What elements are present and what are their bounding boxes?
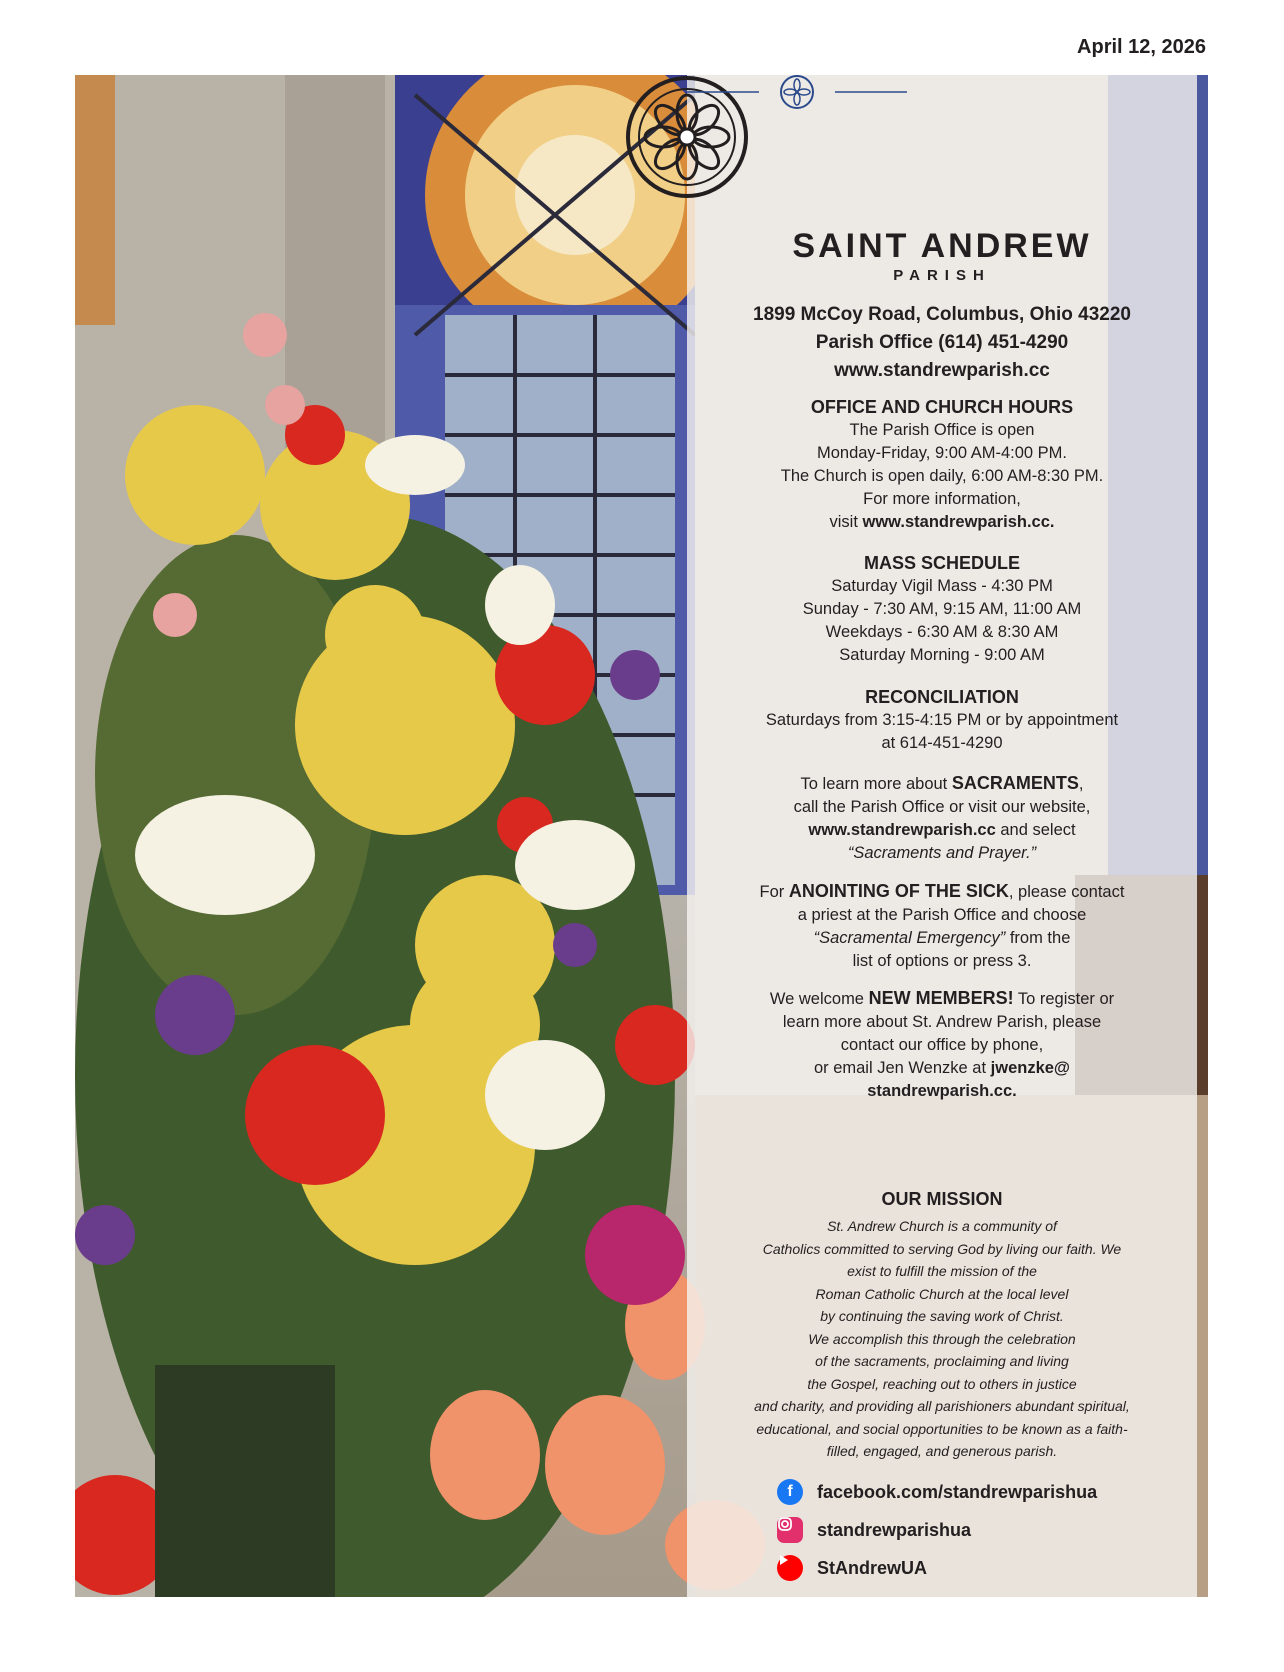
- sacraments-website-link[interactable]: www.standrewparish.cc: [808, 821, 996, 839]
- mass-time: Sunday - 7:30 AM, 9:15 AM, 11:00 AM: [802, 600, 1082, 618]
- reconciliation-section: [687, 685, 1197, 755]
- issue-date: April 12, 2026: [1077, 36, 1206, 58]
- sacraments-keyword: SACRAMENTS: [951, 773, 1079, 793]
- reconciliation-heading: RECONCILIATION: [865, 687, 1019, 707]
- facebook-link[interactable]: f facebook.com/standrewparishua: [777, 1478, 1097, 1506]
- instagram-link[interactable]: standrewparishua: [777, 1516, 971, 1544]
- office-hours-line: Monday-Friday, 9:00 AM-4:00 PM.: [816, 444, 1068, 462]
- mass-schedule-heading: MASS SCHEDULE: [863, 553, 1020, 573]
- parish-name: SAINT ANDREW: [792, 227, 1092, 265]
- office-hours-heading: OFFICE AND CHURCH HOURS: [810, 397, 1074, 417]
- mission-section: [707, 1187, 1177, 1463]
- office-hours-visit: visit www.standrewparish.cc.: [829, 513, 1055, 531]
- mission-heading: OUR MISSION: [881, 1189, 1003, 1209]
- office-website-link[interactable]: www.standrewparish.cc.: [862, 513, 1055, 531]
- contact-email-domain[interactable]: standrewparish.cc.: [867, 1082, 1017, 1100]
- office-phone: Parish Office (614) 451-4290: [815, 332, 1069, 353]
- contact-email-link[interactable]: jwenzke@: [990, 1059, 1071, 1077]
- anointing-keyword: ANOINTING OF THE SICK: [788, 881, 1009, 901]
- info-content: [687, 75, 1197, 1597]
- sacraments-section: To learn more about SACRAMENTS, call the Parish Office or visit our website, www.standrewparish.cc and select “Sacraments and Prayer.”: [793, 773, 1091, 862]
- sacraments-menu-option: “Sacraments and Prayer.”: [847, 844, 1037, 862]
- office-hours-section: [687, 395, 1197, 534]
- instagram-icon: [777, 1517, 803, 1543]
- address: 1899 McCoy Road, Columbus, Ohio 43220: [753, 304, 1131, 325]
- mission-text: St. Andrew Church is a community of Catholics committed to serving God by living our faith. We exist to fulfill the mission of the Roman Catholic Church at the local level by continuing the saving work of Christ. We accomplish this through the celebration of the sacraments, proclaiming and living the Gospel, reaching out to others in justice and charity, and providing all parishioners abundant spiritual, educational, and social opportunities to be known as a faith- filled, engaged, and generous parish.: [754, 1218, 1130, 1459]
- mass-time: Saturday Morning - 9:00 AM: [839, 646, 1045, 664]
- office-hours-line: For more information,: [863, 490, 1021, 508]
- mass-schedule-section: [687, 551, 1197, 667]
- mass-time: Weekdays - 6:30 AM & 8:30 AM: [825, 623, 1059, 641]
- office-hours-line: The Church is open daily, 6:00 AM-8:30 PM.: [780, 467, 1104, 485]
- new-members-section: We welcome NEW MEMBERS! To register or learn more about St. Andrew Parish, please contact our office by phone, or email Jen Wenzke at jwenzke@ standrewparish.cc.: [769, 988, 1115, 1100]
- new-members-keyword: NEW MEMBERS!: [868, 988, 1014, 1008]
- youtube-icon: [777, 1555, 803, 1581]
- mass-time: Saturday Vigil Mass - 4:30 PM: [831, 577, 1053, 595]
- contact-block: [687, 301, 1197, 385]
- reconciliation-line: Saturdays from 3:15-4:15 PM or by appointment: [765, 711, 1119, 729]
- reconciliation-line: at 614-451-4290: [881, 734, 1003, 752]
- parish-subtitle: PARISH: [893, 267, 991, 284]
- background-photo: [75, 75, 1208, 1597]
- website-link[interactable]: www.standrewparish.cc: [834, 360, 1050, 381]
- youtube-link[interactable]: StAndrewUA: [777, 1554, 927, 1582]
- facebook-icon: f: [777, 1479, 803, 1505]
- office-hours-line: The Parish Office is open: [849, 421, 1035, 439]
- anointing-section: For ANOINTING OF THE SICK, please contact a priest at the Parish Office and choose “Sacramental Emergency” from the list of options or press 3.: [759, 881, 1125, 970]
- divider-emblem-icon: [687, 75, 907, 109]
